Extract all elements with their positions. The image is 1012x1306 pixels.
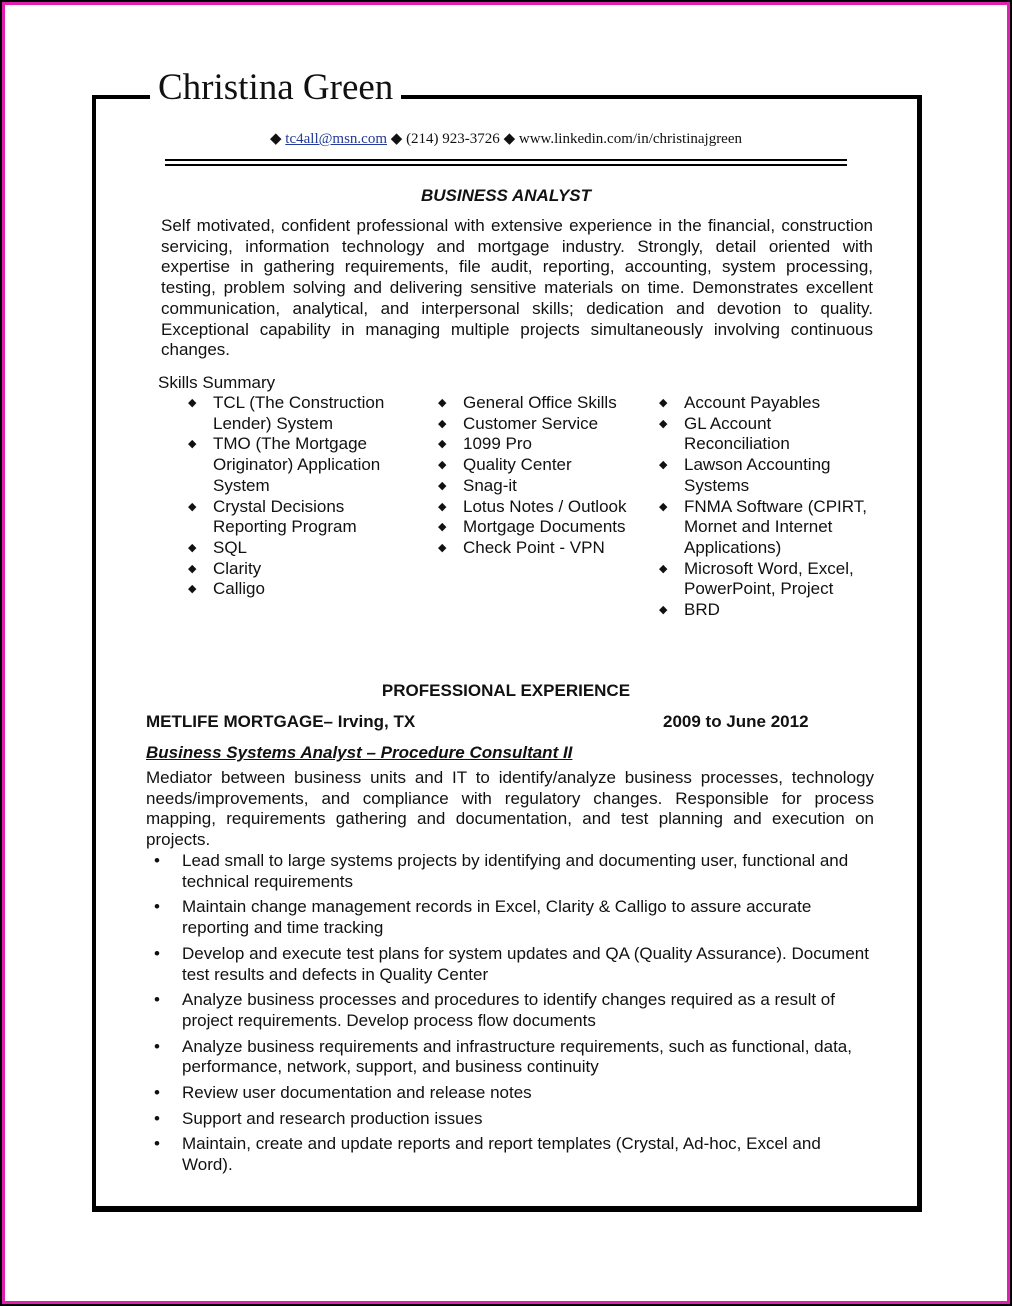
skill-item (188, 538, 403, 559)
responsibility-text: Analyze business requirements and infrastructure requirements, such as functional, data, performance, network, support, and business continuity (182, 1036, 852, 1077)
bullet-icon: • (154, 1134, 160, 1154)
skill-label: GL Account Reconciliation (684, 413, 790, 454)
skill-item (659, 559, 874, 600)
email-link[interactable]: tc4all@msn.com (285, 131, 388, 147)
diamond-bullet-icon: ◆ (659, 397, 668, 409)
skill-item (438, 497, 628, 518)
responsibility-item (146, 1037, 876, 1078)
responsibility-item (146, 1083, 876, 1104)
responsibility-text: Review user documentation and release notes (182, 1083, 532, 1103)
skill-item (188, 497, 403, 538)
bullet-icon: • (154, 1083, 160, 1103)
diamond-bullet-icon: ◆ (659, 459, 668, 472)
responsibility-item (146, 990, 876, 1031)
skill-item (188, 393, 403, 434)
skill-label: Clarity (213, 558, 262, 578)
diamond-bullet-icon: ◆ (188, 500, 197, 513)
diamond-bullet-icon: ◆ (438, 459, 447, 472)
summary: Self motivated, confident professional with extensive experience in the financial, construction servicing, information technology and mortgage industry. Strongly, detail oriented with expertise in gathering requirements, file audit, reporting, accounting, system processing, testing, problem solving and delivering sensitive materials on time. Demonstrates excellent communication, analytical, and interpersonal skills; dedication and devotion to quality. Exceptional capability in managing multiple projects simultaneously involving continuous changes. (161, 216, 873, 360)
divider (165, 159, 847, 161)
diamond-icon: ◆ (270, 131, 282, 147)
diamond-bullet-icon: ◆ (438, 397, 447, 409)
diamond-icon: ◆ (390, 131, 403, 147)
contact-line (0, 129, 1012, 148)
skill-item (659, 600, 874, 621)
skill-item (438, 455, 628, 476)
skill-label: Crystal Decisions Reporting Program (213, 496, 357, 537)
skills-col-3 (659, 393, 874, 621)
skill-label: Account Payables (684, 393, 821, 412)
skill-label: Calligo (213, 579, 265, 599)
diamond-bullet-icon: ◆ (188, 438, 197, 451)
bullet-icon: • (154, 1108, 160, 1128)
skill-label: Lawson Accounting Systems (684, 455, 831, 495)
bullet-icon: • (154, 943, 160, 963)
responsibility-item (146, 1109, 876, 1130)
company: METLIFE MORTGAGE– Irving, TX (146, 712, 416, 731)
skill-label: Lotus Notes / Outlook (463, 496, 627, 516)
linkedin-url: www.linkedin.com/in/christinajgreen (518, 131, 742, 147)
diamond-bullet-icon: ◆ (188, 541, 197, 554)
skill-item (659, 497, 874, 559)
responsibility-text: Lead small to large systems projects by identifying and documenting user, functional and technical requirements (182, 851, 849, 891)
skill-label: Microsoft Word, Excel, PowerPoint, Project (684, 558, 854, 599)
skill-label: Check Point - VPN (463, 537, 605, 557)
skills-heading: Skills Summary (158, 373, 276, 392)
skill-item (659, 414, 874, 455)
responsibility-item (146, 1134, 876, 1175)
skill-label: Mortgage Documents (463, 517, 626, 537)
bullet-icon: • (154, 1036, 160, 1056)
skill-item (438, 393, 628, 414)
dates: 2009 to June 2012 (663, 712, 809, 731)
skills-col-1 (188, 393, 403, 600)
skill-label: Customer Service (463, 413, 599, 433)
divider (165, 164, 847, 166)
diamond-bullet-icon: ◆ (438, 521, 447, 534)
skill-item (188, 579, 403, 600)
role-description: Mediator between business units and IT to identify/analyze business processes, technology needs/improvements, and compliance with regulatory changes. Responsible for process mapping, requirements gathering and documentation, and test planning and execution on projects. (146, 768, 874, 850)
diamond-bullet-icon: ◆ (659, 562, 668, 575)
skill-label: Snag-it (463, 475, 517, 495)
diamond-bullet-icon: ◆ (438, 479, 447, 492)
responsibilities (146, 851, 876, 1181)
responsibility-item (146, 851, 876, 892)
diamond-bullet-icon: ◆ (188, 397, 197, 409)
skill-item (438, 538, 628, 559)
diamond-bullet-icon: ◆ (438, 417, 447, 430)
responsibility-text: Maintain change management records in Excel, Clarity & Calligo to assure accurate reporting and time tracking (182, 897, 812, 938)
diamond-bullet-icon: ◆ (659, 500, 668, 513)
job-title: BUSINESS ANALYST (420, 186, 592, 205)
skill-label: 1099 Pro (463, 434, 532, 454)
skill-label: BRD (684, 600, 720, 620)
diamond-bullet-icon: ◆ (438, 438, 447, 451)
skill-item (438, 414, 628, 435)
skill-label: TMO (The Mortgage Originator) Application System (213, 434, 381, 495)
skill-item (438, 476, 628, 497)
diamond-bullet-icon: ◆ (188, 583, 197, 596)
skills-col-2 (438, 393, 628, 559)
responsibility-item (146, 897, 876, 938)
diamond-bullet-icon: ◆ (188, 562, 197, 575)
diamond-bullet-icon: ◆ (438, 500, 447, 513)
responsibility-text: Develop and execute test plans for system updates and QA (Quality Assurance). Document test results and defects in Quality Center (182, 943, 869, 984)
skill-item (188, 559, 403, 580)
bullet-icon: • (154, 851, 160, 870)
responsibility-item (146, 944, 876, 985)
skill-item (438, 434, 628, 455)
bullet-icon: • (154, 990, 160, 1010)
diamond-bullet-icon: ◆ (438, 541, 447, 554)
skill-label: SQL (213, 537, 248, 557)
diamond-bullet-icon: ◆ (659, 604, 668, 617)
role: Business Systems Analyst – Procedure Consultant II (146, 743, 573, 762)
responsibility-text: Analyze business processes and procedures to identify changes required as a result of project requirements. Develop process flow documents (182, 990, 835, 1030)
responsibility-text: Support and research production issues (182, 1108, 483, 1128)
phone: (214) 923-3726 (406, 131, 500, 147)
skill-item (659, 393, 874, 414)
responsibility-text: Maintain, create and update reports and report templates (Crystal, Ad-hoc, Excel and Word). (182, 1134, 821, 1175)
skill-label: FNMA Software (CPIRT, Mornet and Internet Applications) (684, 496, 867, 557)
skill-label: TCL (The Construction Lender) System (213, 393, 385, 433)
skill-item (659, 455, 874, 496)
skill-label: Quality Center (463, 455, 572, 475)
diamond-icon: ◆ (503, 131, 516, 147)
bullet-icon: • (154, 897, 160, 917)
skill-item (438, 517, 628, 538)
candidate-name: Christina Green (150, 66, 401, 109)
diamond-bullet-icon: ◆ (659, 417, 668, 430)
skill-label: General Office Skills (463, 393, 617, 412)
skill-item (188, 434, 403, 496)
experience-heading: PROFESSIONAL EXPERIENCE (381, 681, 631, 700)
